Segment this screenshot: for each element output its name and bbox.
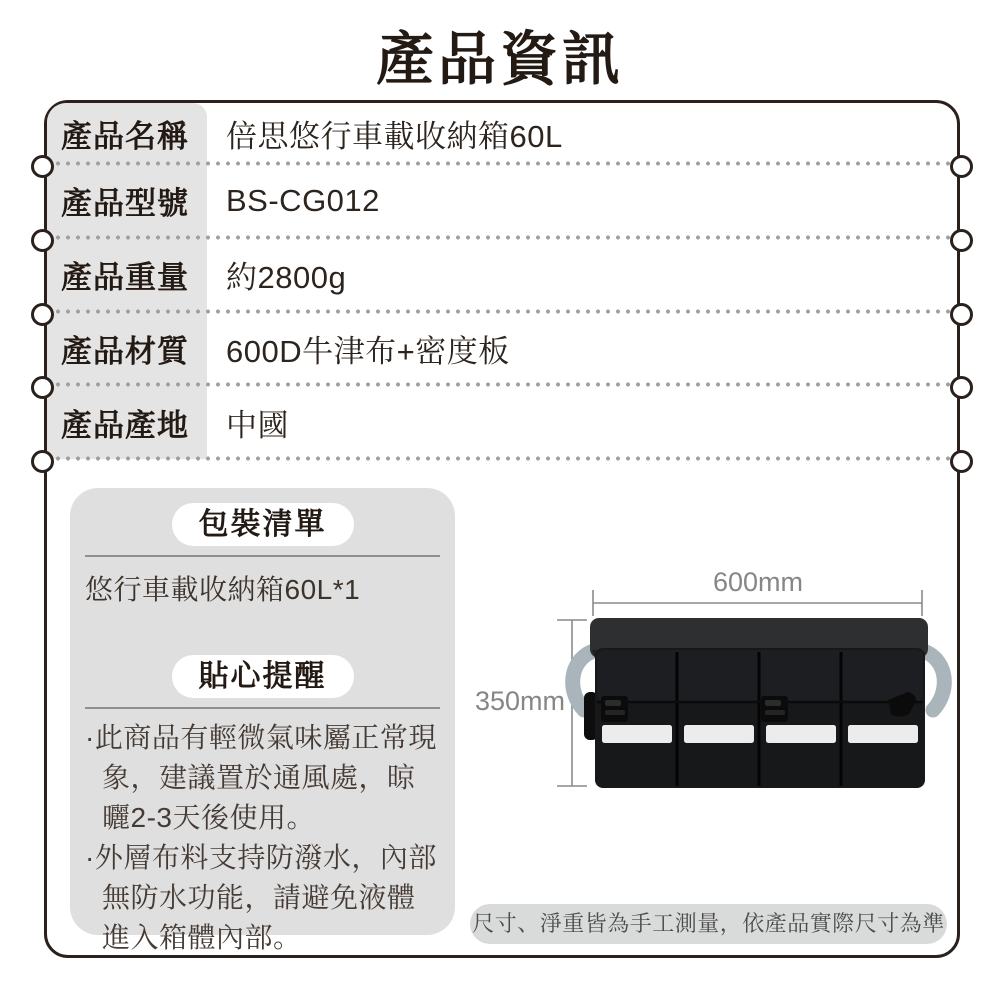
spec-label-product-name: 產品名稱 [47, 103, 207, 164]
dotted-separator [53, 235, 951, 240]
dotted-separator [53, 161, 951, 166]
reminder-heading: 貼心提醒 [172, 655, 354, 698]
ticket-notch-right [950, 229, 973, 252]
reflective-strip [684, 725, 754, 743]
spec-value-origin: 中國 [226, 407, 289, 443]
right-handle [926, 652, 944, 710]
packing-and-reminder-panel [70, 488, 455, 953]
spec-label-material: 產品材質 [47, 312, 207, 386]
reflective-strip [848, 725, 918, 743]
spec-table [47, 103, 957, 459]
ticket-notch-right [950, 450, 973, 473]
spec-value-model: BS-CG012 [226, 182, 380, 218]
table-row [47, 312, 957, 386]
reminder-item: ·此商品有輕微氣味屬正常現象，建議置於通風處，晾曬2-3天後使用。 [85, 722, 437, 833]
spec-label-model: 產品型號 [47, 164, 207, 238]
ticket-notch-right [950, 303, 973, 326]
storage-box-image [573, 618, 945, 788]
table-row [47, 385, 957, 459]
ticket-notch-right [950, 376, 973, 399]
ticket-notch-left [31, 450, 54, 473]
divider [85, 707, 440, 709]
spec-value-product-name: 倍思悠行車載收納箱60L [226, 119, 563, 154]
reflective-strip [766, 725, 836, 743]
table-row [47, 238, 957, 312]
buckle-icon [761, 696, 788, 722]
divider [85, 555, 440, 557]
height-dimension-label: 350mm [474, 686, 566, 716]
measurement-disclaimer: 尺寸、淨重皆為手工測量，依產品實際尺寸為準 [470, 904, 947, 944]
reminder-item: ·外層布料支持防潑水，內部無防水功能，請避免液體進入箱體內部。 [85, 842, 437, 953]
spec-label-origin: 產品產地 [47, 385, 207, 459]
packing-list-item: 悠行車載收納箱60L*1 [85, 574, 361, 605]
product-dimension-figure [470, 550, 960, 810]
dotted-separator [53, 456, 951, 461]
spec-value-material: 600D牛津布+密度板 [226, 333, 510, 369]
reflective-strip [602, 725, 672, 743]
dotted-separator [53, 309, 951, 314]
buckle-icon [601, 696, 628, 722]
spec-label-weight: 產品重量 [47, 238, 207, 312]
reminder-list [85, 718, 440, 958]
width-dimension-label: 600mm [712, 567, 804, 597]
page-title: 產品資訊 [375, 27, 624, 92]
table-row [47, 164, 957, 238]
ticket-notch-left [31, 229, 54, 252]
table-row [47, 103, 957, 164]
ticket-notch-right [950, 155, 973, 178]
ticket-notch-left [31, 155, 54, 178]
spec-value-weight: 約2800g [226, 260, 347, 296]
packing-list-heading: 包裝清單 [172, 503, 354, 546]
dotted-separator [53, 382, 951, 387]
ticket-notch-left [31, 303, 54, 326]
